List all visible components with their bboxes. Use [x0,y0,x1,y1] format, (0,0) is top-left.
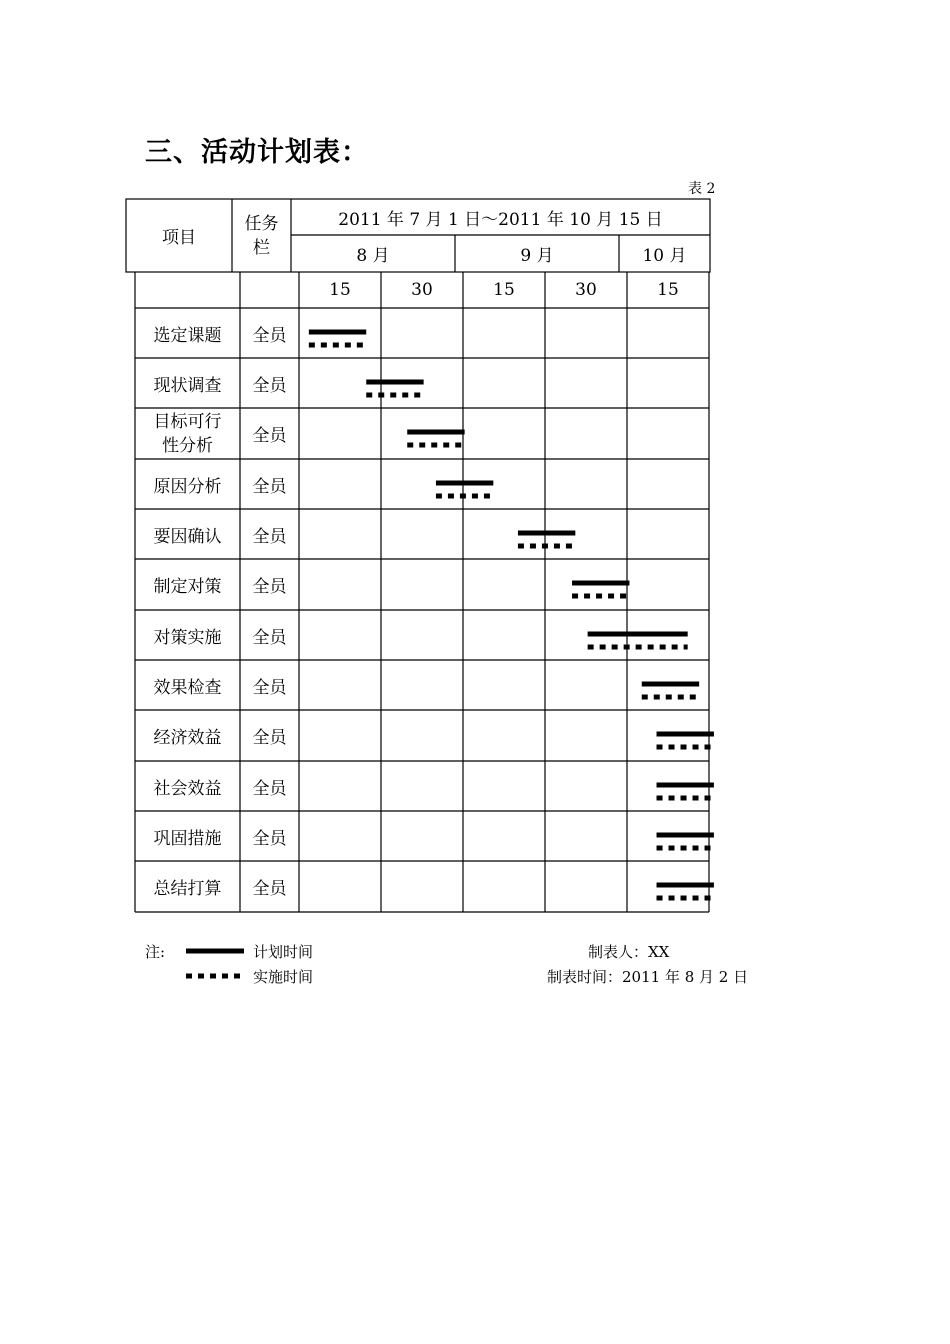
header-month-aug: 8 月 [356,246,390,266]
row-task: 全员 [252,526,287,547]
row-task: 全员 [252,728,287,748]
row-task: 全员 [252,577,287,597]
row-item: 巩固措施 [153,828,222,849]
row-item: 要因确认 [153,526,222,547]
row-item: 现状调查 [153,375,222,396]
page-title: 三、活动计划表： [145,137,369,168]
row-item: 制定对策 [153,577,222,597]
row-item: 经济效益 [153,728,222,748]
row-task: 全员 [252,426,287,446]
header-month-oct: 10 月 [642,246,687,266]
row-task: 全员 [252,476,287,497]
table-label: 表 2 [688,181,716,197]
header-day: 15 [493,280,515,300]
header-task-column: 任务 栏 [244,213,279,258]
header-month-sep: 9 月 [520,246,554,266]
table-date: 制表时间：2011 年 8 月 2 日 [547,968,749,986]
legend-actual-label: 实施时间 [253,968,314,986]
row-item: 原因分析 [153,476,222,497]
header-day: 30 [575,280,597,300]
row-item: 目标可行 性分析 [153,411,222,456]
header-project: 项目 [162,228,196,248]
row-task: 全员 [252,677,287,698]
row-task: 全员 [252,778,287,799]
legend-note-label: 注: [145,943,166,961]
row-item: 效果检查 [153,677,222,698]
row-task: 全员 [252,375,287,396]
table-maker: 制表人：XX [588,943,670,961]
row-task: 全员 [252,828,287,849]
header-date-range: 2011 年 7 月 1 日～2011 年 10 月 15 日 [338,209,663,230]
legend-planned-label: 计划时间 [253,943,314,961]
row-task: 全员 [252,627,287,648]
header-day: 15 [657,280,679,300]
row-task: 全员 [252,325,287,346]
row-item: 总结打算 [153,879,222,899]
row-task: 全员 [252,879,287,899]
header-day: 30 [411,280,433,300]
header-day: 15 [329,280,351,300]
row-item: 选定课题 [153,325,222,346]
row-item: 对策实施 [153,627,222,648]
row-item: 社会效益 [153,778,222,799]
